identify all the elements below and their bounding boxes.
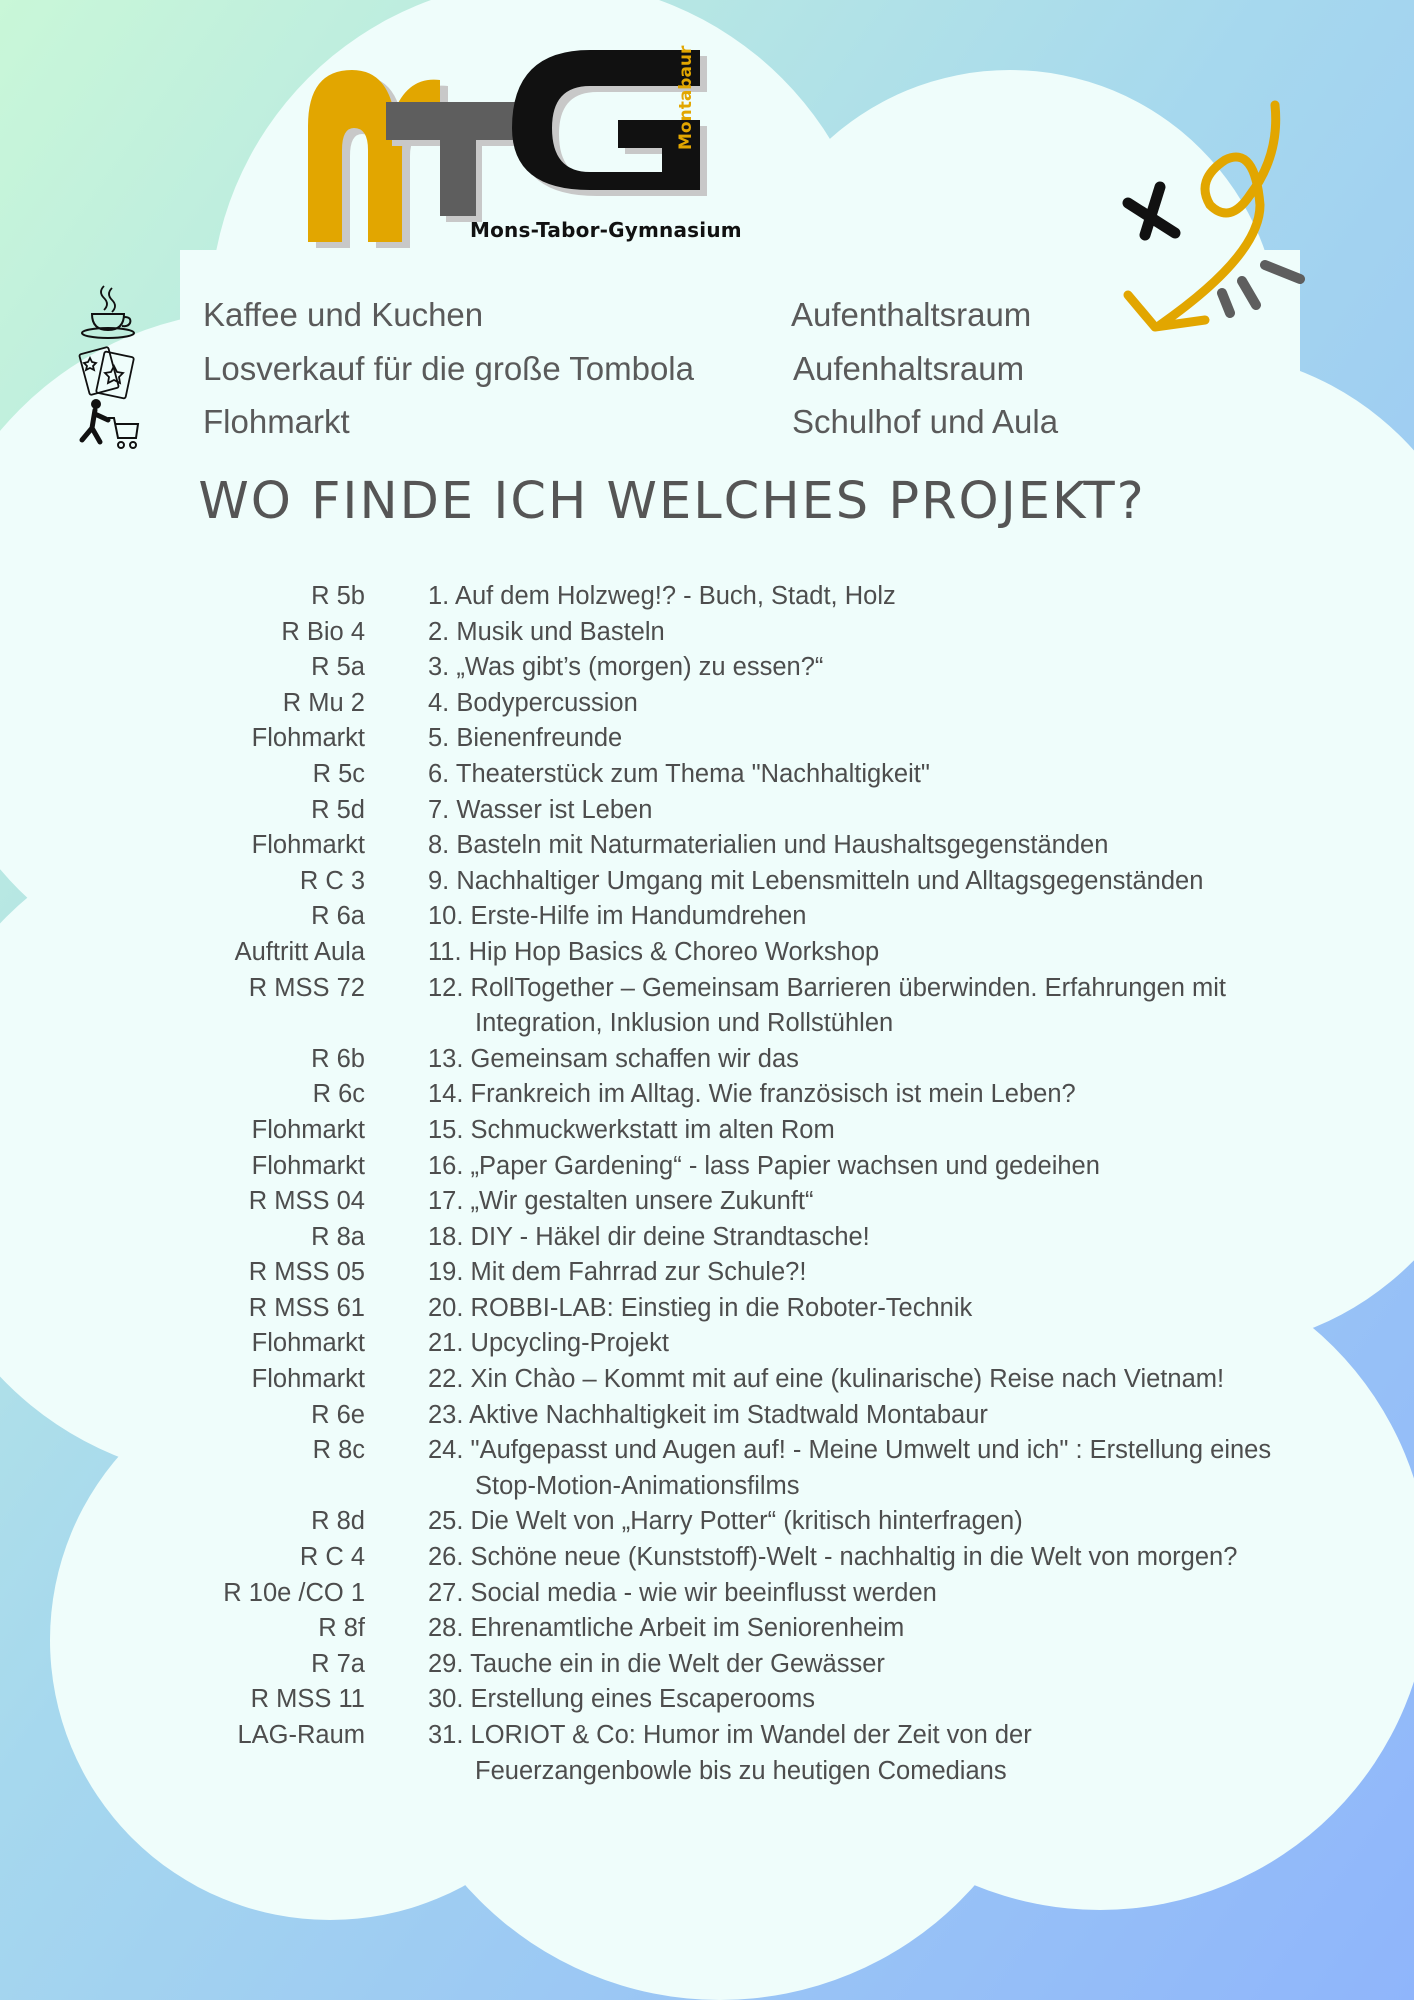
shopping-cart-icon	[78, 398, 140, 454]
info-label-fleamarket: Flohmarkt	[203, 403, 350, 440]
project-room: R MSS 11	[250, 1685, 365, 1714]
project-title	[428, 1077, 1368, 1113]
project-title-line: 19. Mit dem Fahrrad zur Schule?!	[428, 1258, 807, 1287]
project-title	[428, 864, 1368, 900]
project-row	[0, 615, 1414, 651]
project-room: R 5b	[311, 582, 365, 610]
project-row	[0, 1149, 1414, 1185]
project-title-line: 1. Auf dem Holzweg!? - Buch, Stadt, Holz	[428, 582, 896, 610]
project-title	[428, 1220, 1368, 1256]
project-room: Auftritt Aula	[234, 937, 365, 966]
project-row	[0, 935, 1414, 971]
logo-city: Montabaur	[676, 45, 696, 150]
project-room: R 8f	[318, 1614, 365, 1643]
project-row	[0, 1611, 1414, 1647]
project-room: R C 4	[299, 1543, 365, 1572]
page-title: WO FINDE ICH WELCHES PROJEKT?	[198, 472, 1146, 531]
project-title	[428, 1184, 1368, 1220]
project-room: LAG-Raum	[237, 1721, 365, 1749]
project-title	[428, 971, 1368, 1042]
info-place-raffle: Aufenhaltsraum	[793, 350, 1025, 387]
project-title	[428, 1682, 1368, 1718]
project-title-line: 18. DIY - Häkel dir deine Strandtasche!	[428, 1222, 870, 1251]
project-title	[428, 1611, 1368, 1647]
project-row	[0, 1113, 1414, 1149]
project-title-line: 11. Hip Hop Basics & Choreo Workshop	[428, 937, 880, 966]
project-title-line: 2. Musik und Basteln	[428, 617, 665, 646]
raffle-tickets-icon	[78, 340, 140, 402]
project-row	[0, 899, 1414, 935]
project-title	[428, 1291, 1368, 1327]
project-title-line: 29. Tauche ein in die Welt der Gewässer	[428, 1649, 885, 1678]
project-row	[0, 1540, 1414, 1576]
project-room: R C 3	[299, 866, 365, 895]
project-title	[428, 1149, 1368, 1185]
project-title-line: 27. Social media - wie wir beeinflusst werden	[428, 1578, 937, 1607]
project-title-line: 31. LORIOT & Co: Humor im Wandel der Zeit von der	[428, 1721, 1032, 1749]
project-title	[428, 1647, 1368, 1683]
project-title-line: 17. „Wir gestalten unsere Zukunft“	[428, 1187, 814, 1216]
project-title-line: 23. Aktive Nachhaltigkeit im Stadtwald Montabaur	[428, 1400, 988, 1429]
project-row	[0, 650, 1414, 686]
project-title	[428, 793, 1368, 829]
project-room: Flohmarkt	[251, 1365, 365, 1394]
project-title-line: 5. Bienenfreunde	[428, 724, 623, 753]
project-title	[428, 1576, 1368, 1612]
project-title	[428, 721, 1368, 757]
project-title	[428, 1326, 1368, 1362]
project-row	[0, 1718, 1414, 1789]
project-room: R MSS 04	[248, 1187, 365, 1216]
project-room: R MSS 05	[248, 1258, 365, 1287]
project-room: R 10e /CO 1	[223, 1578, 365, 1607]
project-title-line: 10. Erste-Hilfe im Handumdrehen	[428, 902, 807, 931]
info-place-coffee: Aufenthaltsraum	[791, 296, 1032, 333]
project-title	[428, 650, 1368, 686]
project-title-line: 15. Schmuckwerkstatt im alten Rom	[428, 1115, 835, 1144]
project-title-line-2: Stop-Motion-Animationsfilms	[475, 1471, 800, 1500]
project-title-line-2: Integration, Inklusion und Rollstühlen	[475, 1009, 894, 1038]
project-row	[0, 1255, 1414, 1291]
project-title-line: 13. Gemeinsam schaffen wir das	[428, 1044, 799, 1073]
project-row	[0, 721, 1414, 757]
project-room: Flohmarkt	[251, 1151, 365, 1180]
project-title-line: 25. Die Welt von „Harry Potter“ (kritisch hinterfragen)	[428, 1507, 1023, 1536]
project-title	[428, 828, 1368, 864]
project-row	[0, 828, 1414, 864]
project-room: R Mu 2	[282, 688, 365, 717]
project-title-line: 20. ROBBI-LAB: Einstieg in die Roboter-Technik	[428, 1293, 973, 1322]
project-title-line: 7. Wasser ist Leben	[428, 795, 653, 824]
project-row	[0, 1042, 1414, 1078]
project-row	[0, 1291, 1414, 1327]
project-room: Flohmarkt	[251, 724, 365, 753]
project-row	[0, 1326, 1414, 1362]
project-title	[428, 757, 1368, 793]
project-row	[0, 1220, 1414, 1256]
project-row	[0, 864, 1414, 900]
project-title	[428, 935, 1368, 971]
project-title	[428, 1398, 1368, 1434]
project-title	[428, 1433, 1368, 1504]
project-row	[0, 1398, 1414, 1434]
project-room: R 6c	[312, 1080, 365, 1109]
project-row	[0, 757, 1414, 793]
project-title	[428, 1362, 1368, 1398]
project-room: R 8d	[311, 1507, 365, 1536]
project-title-line: 12. RollTogether – Gemeinsam Barrieren überwinden. Erfahrungen mit	[428, 973, 1226, 1002]
arrow-doodle-icon	[1120, 95, 1320, 345]
project-title	[428, 1113, 1368, 1149]
project-title-line: 9. Nachhaltiger Umgang mit Lebensmitteln und Alltagsgegenständen	[428, 866, 1204, 895]
project-row	[0, 1682, 1414, 1718]
project-row	[0, 1647, 1414, 1683]
project-title-line: 14. Frankreich im Alltag. Wie französisch ist mein Leben?	[428, 1080, 1076, 1109]
project-row	[0, 1077, 1414, 1113]
project-row	[0, 793, 1414, 829]
project-title-line: 3. „Was gibt’s (morgen) zu essen?“	[428, 653, 824, 682]
info-place-fleamarket: Schulhof und Aula	[792, 403, 1059, 440]
project-room: Flohmarkt	[251, 1115, 365, 1144]
project-title	[428, 1042, 1368, 1078]
project-row	[0, 686, 1414, 722]
project-room: R Bio 4	[281, 617, 365, 646]
project-room: R 6e	[311, 1400, 365, 1429]
project-title	[428, 1718, 1368, 1789]
project-title-line: 24. "Aufgepasst und Augen auf! - Meine Umwelt und ich" : Erstellung eines	[428, 1436, 1272, 1465]
project-title-line: 28. Ehrenamtliche Arbeit im Seniorenheim	[428, 1614, 905, 1643]
project-room: R 6b	[311, 1044, 365, 1073]
project-title	[428, 615, 1368, 651]
project-title-line-2: Feuerzangenbowle bis zu heutigen Comedians	[475, 1756, 1007, 1785]
project-title	[428, 1504, 1368, 1540]
coffee-cup-icon	[78, 284, 140, 340]
project-row	[0, 1433, 1414, 1504]
project-title-line: 6. Theaterstück zum Thema "Nachhaltigkeit"	[428, 759, 930, 788]
project-row	[0, 1576, 1414, 1612]
project-room: R 5c	[312, 759, 365, 788]
project-room: R 5d	[311, 795, 365, 824]
project-room: R 7a	[311, 1649, 365, 1678]
project-title-line: 21. Upcycling-Projekt	[428, 1329, 669, 1358]
project-row	[0, 1184, 1414, 1220]
project-room: R 8a	[311, 1222, 365, 1251]
project-title-line: 22. Xin Chào – Kommt mit auf eine (kulinarische) Reise nach Vietnam!	[428, 1365, 1225, 1394]
project-title-line: 26. Schöne neue (Kunststoff)-Welt - nachhaltig in die Welt von morgen?	[428, 1543, 1238, 1572]
project-row	[0, 971, 1414, 1042]
project-title	[428, 1255, 1368, 1291]
project-room: R MSS 61	[248, 1293, 365, 1322]
project-title	[428, 579, 1368, 615]
info-label-coffee: Kaffee und Kuchen	[203, 296, 484, 333]
project-room: R 8c	[312, 1436, 365, 1465]
project-title	[428, 1540, 1368, 1576]
project-title-line: 16. „Paper Gardening“ - lass Papier wachsen und gedeihen	[428, 1151, 1100, 1180]
project-title-line: 30. Erstellung eines Escaperooms	[428, 1685, 815, 1714]
project-title-line: 4. Bodypercussion	[428, 688, 638, 717]
project-row	[0, 1362, 1414, 1398]
project-room: Flohmarkt	[251, 1329, 365, 1358]
logo-wordmark: Mons-Tabor-Gymnasium	[470, 218, 742, 242]
project-row	[0, 579, 1414, 615]
project-list	[0, 579, 1414, 1789]
project-row	[0, 1504, 1414, 1540]
project-room: R 5a	[311, 653, 365, 682]
project-title-line: 8. Basteln mit Naturmaterialien und Haushaltsgegenständen	[428, 831, 1109, 860]
project-title	[428, 899, 1368, 935]
project-room: R 6a	[311, 902, 365, 931]
info-label-raffle: Losverkauf für die große Tombola	[203, 350, 694, 387]
project-room: Flohmarkt	[251, 831, 365, 860]
project-title	[428, 686, 1368, 722]
project-room: R MSS 72	[248, 973, 365, 1002]
